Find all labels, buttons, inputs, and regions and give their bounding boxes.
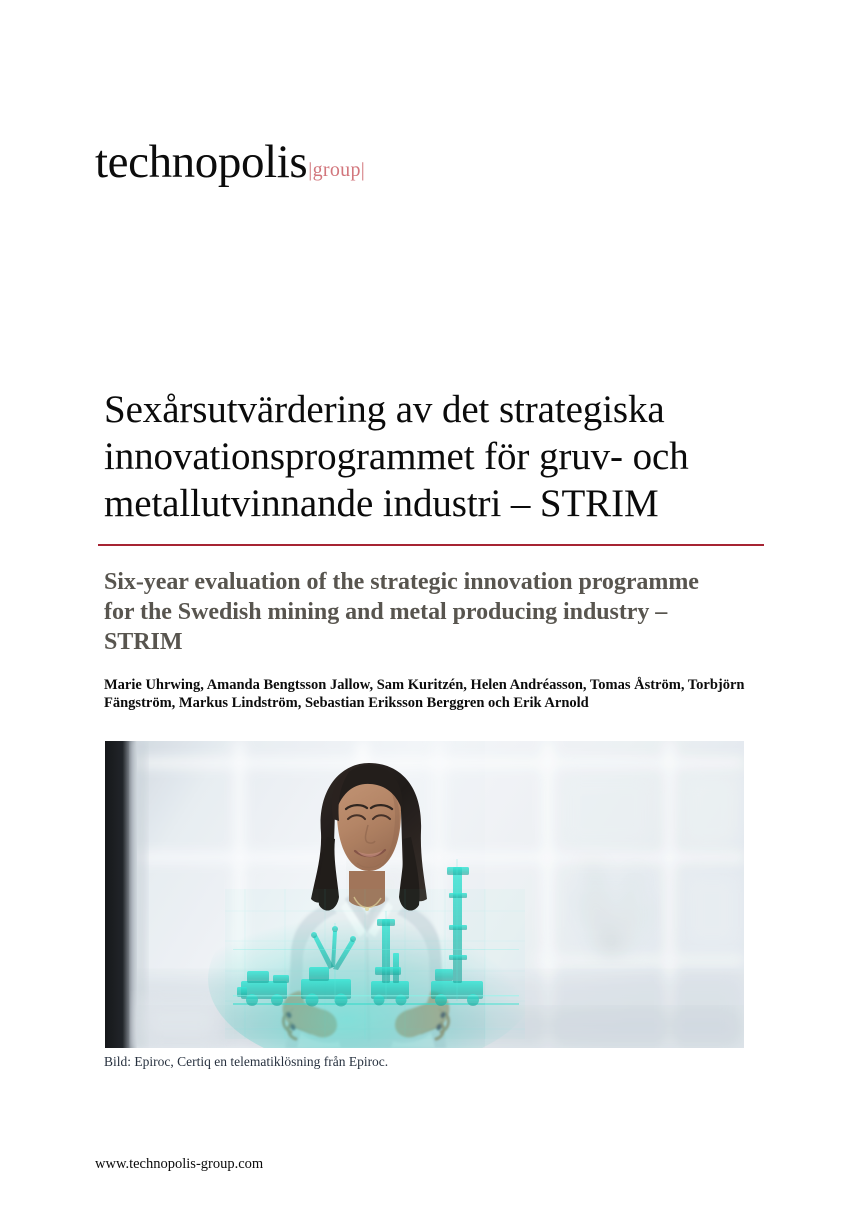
- footer-website-url: www.technopolis-group.com: [95, 1156, 264, 1172]
- technopolis-logo: [95, 136, 366, 188]
- author-list: Marie Uhrwing, Amanda Bengtsson Jallow, Sam Kuritzén, Helen Andréasson, Tomas Åström, Torbjörn Fängström, Markus Lindström, Sebastian Eriksson Berggren och Erik Arnold: [104, 677, 745, 711]
- image-caption: Bild: Epiroc, Certiq en telematiklösning från Epiroc.: [104, 1054, 389, 1069]
- logo-wordmark: technopolis: [95, 136, 308, 188]
- cover-photograph-artwork: [105, 741, 744, 1048]
- page-title-swedish: Sexårsutvärdering av det strategiska innovationsprogrammet för gruv- och metallutvinnande industri – STRIM: [104, 388, 689, 525]
- logo-group-suffix: |group|: [308, 159, 366, 181]
- title-divider: [98, 544, 764, 546]
- cover-photograph: [105, 741, 744, 1048]
- page-title-english: Six-year evaluation of the strategic innovation programme for the Swedish mining and metal producing industry – STRIM: [104, 569, 699, 655]
